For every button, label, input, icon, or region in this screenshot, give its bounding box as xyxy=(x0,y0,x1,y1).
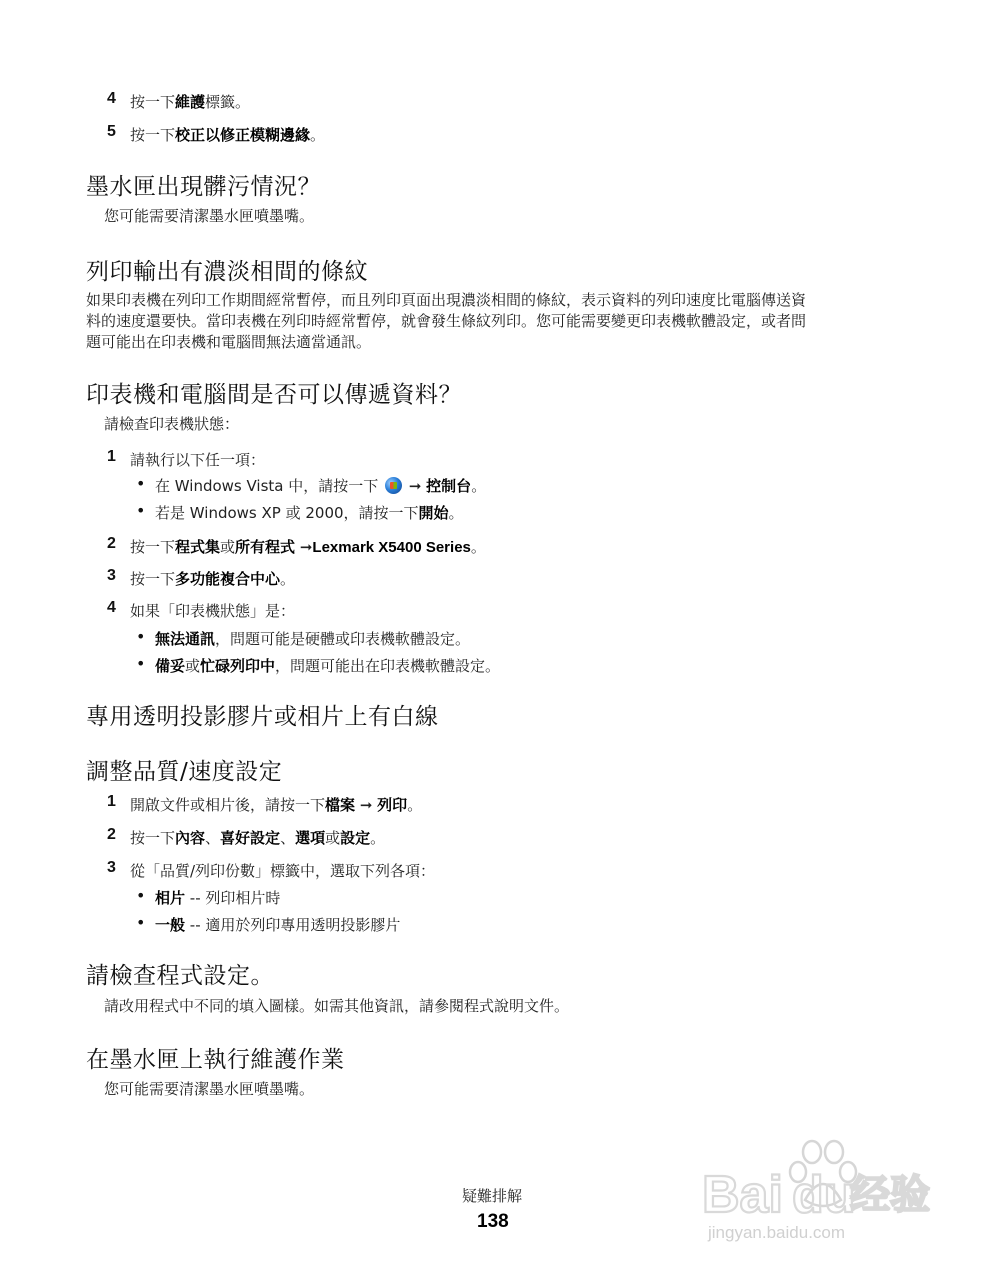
step-text: 按一下內容、喜好設定、選項或設定。 xyxy=(130,829,386,847)
paragraph-check-status: 請檢查印表機狀態： xyxy=(104,415,240,433)
heading-communication: 印表機和電腦間是否可以傳遞資料？ xyxy=(86,382,462,408)
heading-quality: 調整品質/速度設定 xyxy=(86,759,283,785)
step-text: 從「品質/列印份數」標籤中，選取下列各項： xyxy=(130,862,436,880)
heading-white-lines: 專用透明投影膠片或相片上有白線 xyxy=(86,704,439,730)
step-text: 按一下程式集或所有程式 ➞Lexmark X5400 Series。 xyxy=(130,538,486,556)
step-text: 按一下維護標籤。 xyxy=(130,93,251,111)
windows-start-icon xyxy=(385,477,402,494)
heading-streaks: 列印輸出有濃淡相間的條紋 xyxy=(86,259,368,285)
bullet-ready: 備妥或忙碌列印中，問題可能出在印表機軟體設定。 xyxy=(155,657,501,675)
bullet-no-comm: 無法通訊，問題可能是硬體或印表機軟體設定。 xyxy=(155,630,471,648)
bullet-normal: 一般 -- 適用於列印專用透明投影膠片 xyxy=(155,916,401,934)
step-text: 請執行以下任一項： xyxy=(130,451,266,469)
bullet-photo: 相片 -- 列印相片時 xyxy=(155,889,281,907)
paragraph-line: 如果印表機在列印工作期間經常暫停，而且列印頁面出現濃淡相間的條紋，表示資料的列印速度比電腦傳送資 xyxy=(86,291,807,309)
step-number: 5 xyxy=(107,123,116,140)
paragraph-program-settings: 請改用程式中不同的填入圖樣。如需其他資訊，請參閱程式說明文件。 xyxy=(104,997,570,1015)
paragraph-line: 題可能出在印表機和電腦間無法適當通訊。 xyxy=(86,333,372,351)
paragraph-streaks xyxy=(86,290,916,353)
arrow-icon: ➞ xyxy=(408,477,422,495)
step-number: 2 xyxy=(107,535,116,552)
page-number: 138 xyxy=(477,1211,509,1232)
paragraph-maintenance: 您可能需要清潔墨水匣噴墨嘴。 xyxy=(104,1080,315,1098)
step-text: 按一下多功能複合中心。 xyxy=(130,570,296,588)
watermark-logo-text-du: du xyxy=(792,1166,856,1224)
bullet-dot: • xyxy=(136,501,146,520)
arrow-icon: ➞ xyxy=(299,538,313,556)
bullet-dot: • xyxy=(136,654,146,673)
step-text: 開啟文件或相片後，請按一下檔案 ➞ 列印。 xyxy=(130,796,423,814)
footer-section-label: 疑難排解 xyxy=(462,1187,523,1205)
baidu-jingyan-watermark xyxy=(700,1130,960,1245)
heading-smudge: 墨水匣出現髒污情況？ xyxy=(86,174,321,200)
watermark-url: jingyan.baidu.com xyxy=(708,1223,846,1242)
step-number: 3 xyxy=(107,859,116,876)
bullet-dot: • xyxy=(136,627,146,646)
bullet-dot: • xyxy=(136,913,146,932)
step-text: 按一下校正以修正模糊邊緣。 xyxy=(130,126,326,144)
step-text: 如果「印表機狀態」是： xyxy=(130,602,296,620)
step-number: 3 xyxy=(107,567,116,584)
bullet-dot: • xyxy=(136,886,146,905)
watermark-logo-text-cn: 经验 xyxy=(850,1173,930,1217)
bullet-dot: • xyxy=(136,474,146,493)
step-number: 1 xyxy=(107,448,116,465)
arrow-icon: ➞ xyxy=(359,796,373,814)
step-number: 1 xyxy=(107,793,116,810)
paragraph-smudge: 您可能需要清潔墨水匣噴墨嘴。 xyxy=(104,207,315,225)
watermark-logo-text: Bai xyxy=(702,1166,783,1224)
step-number: 4 xyxy=(107,90,116,107)
bullet-vista: 在 Windows Vista 中，請按一下 ➞ 控制台。 xyxy=(155,477,487,495)
step-number: 4 xyxy=(107,599,116,616)
bullet-xp: 若是 Windows XP 或 2000，請按一下開始。 xyxy=(155,504,464,522)
heading-program-settings: 請檢查程式設定。 xyxy=(86,963,274,989)
paragraph-line: 料的速度還要快。當印表機在列印時經常暫停，就會發生條紋列印。您可能需要變更印表機軟體設定，或者問 xyxy=(86,312,807,330)
step-number: 2 xyxy=(107,826,116,843)
heading-maintenance: 在墨水匣上執行維護作業 xyxy=(86,1047,345,1073)
